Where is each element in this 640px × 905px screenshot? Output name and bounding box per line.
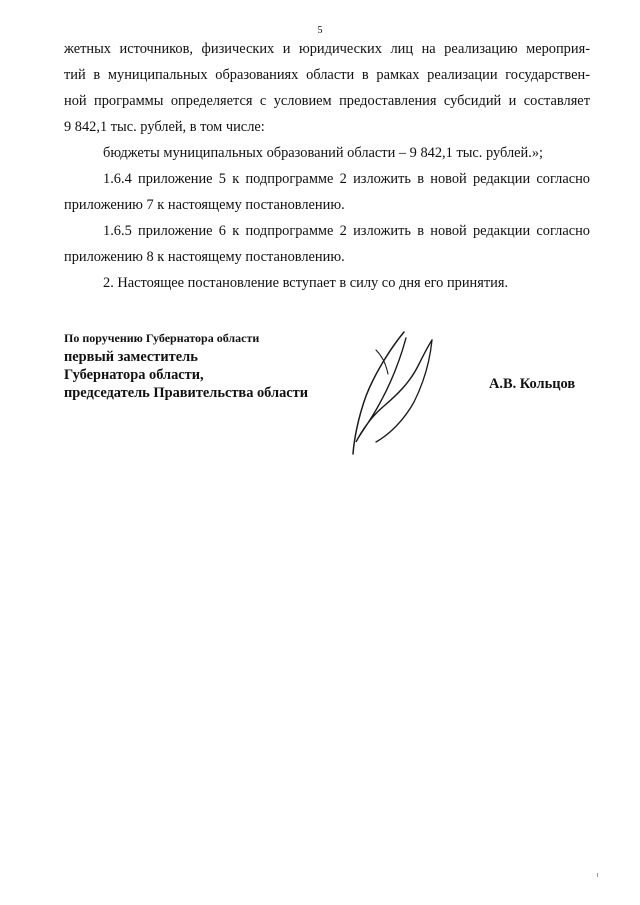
body-line-5: бюджеты муниципальных образований области – 9 842,1 тыс. рублей.»;: [103, 145, 544, 161]
body-line-4: 9 842,1 тыс. рублей, в том числе:: [64, 119, 265, 135]
signatory-name: А.В. Кольцов: [489, 376, 576, 392]
body-line-9: приложению 8 к настоящему постановлению.: [64, 249, 345, 265]
signature-title-line-2: первый заместитель: [64, 349, 198, 365]
body-line-8: 1.6.5 приложение 6 к подпрограмме 2 изложить в новой редакции согласно: [103, 223, 590, 239]
signature-title-line-1: По поручению Губернатора области: [64, 331, 260, 345]
body-line-1: жетных источников, физических и юридических лиц на реализацию мероприя-: [64, 41, 590, 57]
body-line-2: тий в муниципальных образованиях области в рамках реализации государствен-: [64, 67, 590, 83]
body-line-10: 2. Настоящее постановление вступает в силу со дня его принятия.: [103, 275, 509, 291]
body-line-3: ной программы определяется с условием предоставления субсидий и составляет: [64, 93, 590, 109]
body-line-7: приложению 7 к настоящему постановлению.: [64, 197, 345, 213]
page-number: 5: [317, 25, 323, 36]
signature-title-line-3: Губернатора области,: [64, 367, 204, 383]
body-line-6: 1.6.4 приложение 5 к подпрограмме 2 изложить в новой редакции согласно: [103, 171, 590, 187]
scan-mark: [597, 873, 598, 877]
signature-title-line-4: председатель Правительства области: [64, 385, 309, 401]
handwritten-signature: [346, 330, 446, 456]
